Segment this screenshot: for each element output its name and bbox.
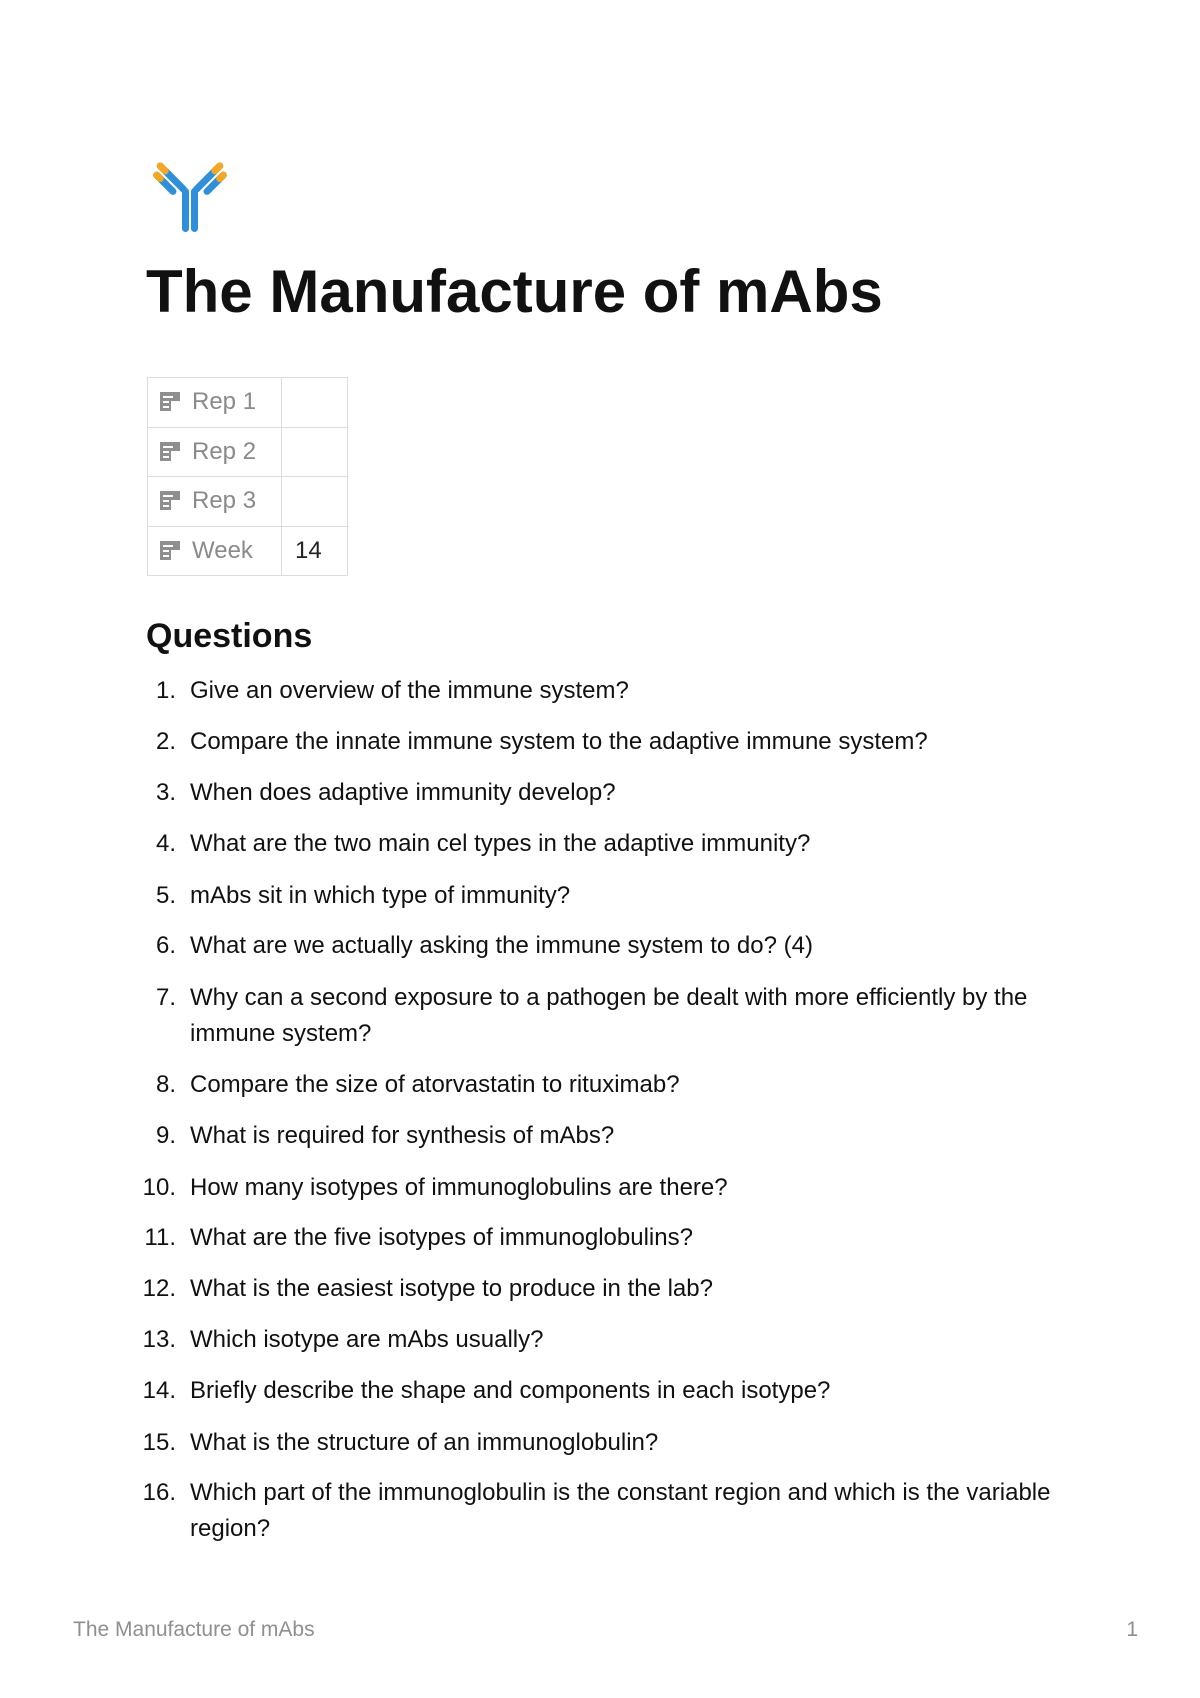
- property-value-cell[interactable]: [282, 477, 348, 527]
- property-name-cell[interactable]: [148, 378, 282, 428]
- property-row-week: [148, 526, 348, 576]
- list-item-text: What are the five isotypes of immunoglobulins?: [190, 1224, 693, 1251]
- list-item-text: Compare the innate immune system to the adaptive immune system?: [190, 728, 928, 755]
- page-number: 1: [1126, 1618, 1138, 1641]
- list-item-text: What is the easiest isotype to produce in the lab?: [190, 1275, 713, 1302]
- list-item-text: Which isotype are mAbs usually?: [190, 1326, 544, 1353]
- property-row-rep-1: [148, 378, 348, 428]
- list-item-text: How many isotypes of immunoglobulins are there?: [190, 1174, 728, 1201]
- list-item-number: 10.: [142, 1174, 176, 1201]
- list-item-text: Why can a second exposure to a pathogen be dealt with more efficiently by the immune system?: [190, 984, 1028, 1047]
- footer-title: The Manufacture of mAbs: [73, 1618, 315, 1641]
- list-item-number: 2.: [155, 728, 176, 755]
- list-item-number: 7.: [155, 984, 176, 1011]
- list-item-text: Give an overview of the immune system?: [190, 677, 629, 704]
- list-item-text: What are we actually asking the immune system to do? (4): [190, 932, 813, 959]
- list-item-number: 15.: [142, 1429, 176, 1456]
- list-item-text: Compare the size of atorvastatin to rituximab?: [190, 1071, 680, 1098]
- list-item-number: 6.: [155, 932, 176, 959]
- list-item-number: 3.: [155, 779, 176, 806]
- property-label: Rep 3: [192, 487, 257, 515]
- list-item-text: When does adaptive immunity develop?: [190, 779, 616, 806]
- property-value-cell[interactable]: [282, 427, 348, 477]
- list-item-number: 11.: [144, 1224, 176, 1251]
- list-item-text: What are the two main cel types in the adaptive immunity?: [190, 830, 811, 857]
- list-item-text: What is the structure of an immunoglobulin?: [190, 1429, 659, 1456]
- property-text-icon: [160, 392, 180, 411]
- list-item-text: mAbs sit in which type of immunity?: [190, 882, 571, 909]
- page-title: The Manufacture of mAbs: [146, 258, 883, 325]
- property-text-icon: [160, 491, 180, 510]
- list-item-number: 16.: [142, 1479, 176, 1506]
- property-name-cell[interactable]: [148, 427, 282, 477]
- property-value-cell[interactable]: [282, 378, 348, 428]
- list-item-text: Briefly describe the shape and components in each isotype?: [190, 1377, 831, 1404]
- list-item-number: 8.: [155, 1071, 176, 1098]
- property-row-rep-3: [148, 477, 348, 527]
- antibody-icon: [145, 150, 235, 234]
- list-item-number: 14.: [142, 1377, 176, 1404]
- list-item-number: 12.: [142, 1275, 176, 1302]
- list-item-text: Which part of the immunoglobulin is the constant region and which is the variable region?: [190, 1479, 1051, 1542]
- property-text-icon: [160, 541, 180, 560]
- list-item-text: What is required for synthesis of mAbs?: [190, 1122, 615, 1149]
- list-item-number: 9.: [155, 1122, 176, 1149]
- property-label: Rep 2: [192, 437, 257, 465]
- property-label: Week: [192, 536, 253, 564]
- property-row-rep-2: [148, 427, 348, 477]
- list-item-number: 13.: [142, 1326, 176, 1353]
- property-name-cell[interactable]: [148, 477, 282, 527]
- property-label: Rep 1: [192, 388, 257, 416]
- questions-heading: Questions: [146, 617, 313, 655]
- list-item-number: 4.: [155, 830, 176, 857]
- properties-table: [147, 377, 348, 576]
- property-value-cell[interactable]: 14: [282, 526, 348, 576]
- list-item-number: 5.: [155, 882, 176, 909]
- property-text-icon: [160, 442, 180, 461]
- list-item-number: 1.: [155, 677, 176, 704]
- property-name-cell[interactable]: [148, 526, 282, 576]
